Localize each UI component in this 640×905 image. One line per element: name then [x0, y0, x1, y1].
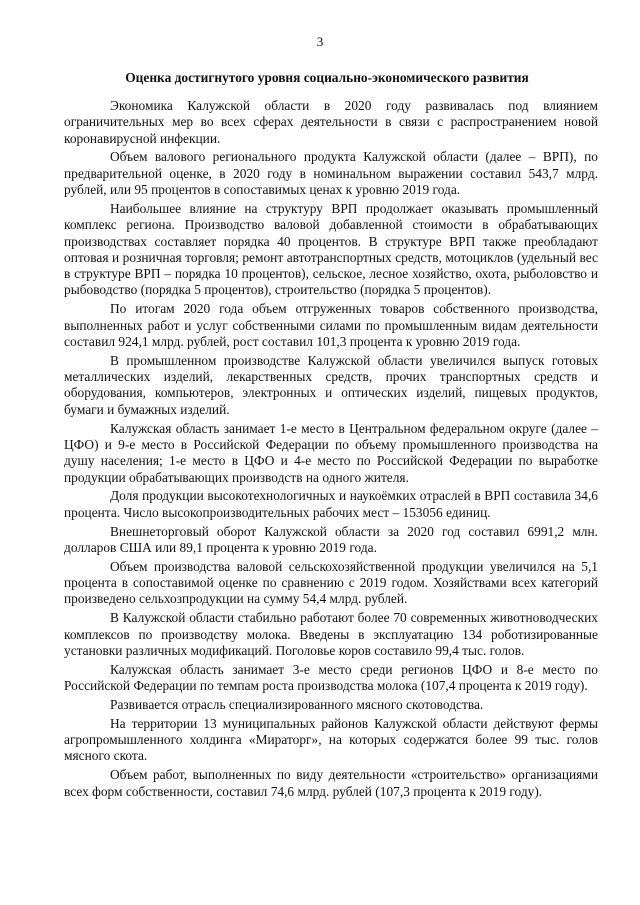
paragraph: В Калужской области стабильно работают более 70 современных животноводческих комплексов по производству молока. Введены в эксплуатацию 134 роботизированные установки различных модификаций. Поголовье коров составило 99,4 тыс. голов. — [64, 610, 598, 658]
paragraph: По итогам 2020 года объем отгруженных товаров собственного производства, выполненных работ и услуг собственными силами по промышленным видам деятельности составил 924,1 млрд. рублей, рост составил 101,3 процента к уровню 2019 года. — [64, 301, 598, 349]
page-number: 3 — [316, 34, 324, 49]
paragraph: Калужская область занимает 1-е место в Центральном федеральном округе (далее – ЦФО) и 9-е место в Российской Федерации по объему промышленного производства на душу населения; 1-е место в ЦФО и 4-е место по Российской Федерации по выработке продукции обрабатывающих производств на одного жителя. — [64, 420, 598, 485]
paragraph: Объем валового регионального продукта Калужской области (далее – ВРП), по предварительной оценке, в 2020 году в номинальном выражении составил 543,7 млрд. рублей, или 95 процентов в сопоставимых ценах к уровню 2019 года. — [64, 149, 598, 198]
paragraph: На территории 13 муниципальных районов Калужской области действуют фермы агропромышленного холдинга «Мираторг», на которых содержатся более 99 тыс. голов мясного скота. — [64, 715, 598, 764]
paragraph: Калужская область занимает 3-е место среди регионов ЦФО и 8-е место по Российской Федерации по темпам роста производства молока (107,4 процента к 2019 году). — [64, 661, 598, 694]
paragraph: Доля продукции высокотехнологичных и наукоёмких отраслей в ВРП составила 34,6 процента. Число высокопроизводительных рабочих мест – 153056 единиц. — [64, 488, 598, 520]
paragraph: Объем производства валовой сельскохозяйственной продукции увеличился на 5,1 процента в сопоставимой оценке по сравнению с 2019 годом. Хозяйствами всех категорий произведено сельхозпродукции на сумму 54,4 млрд. рублей. — [64, 558, 598, 607]
paragraph: В промышленном производстве Калужской области увеличился выпуск готовых металлических изделий, лекарственных средств, прочих транспортных средств и оборудования, компьютеров, электронных и оптических изделий, пищевых продуктов, бумаги и бумажных изделий. — [64, 352, 598, 417]
paragraph: Экономика Калужской области в 2020 году развивалась под влиянием ограничительных мер во всех сферах деятельности в связи с распространением новой коронавирусной инфекции. — [64, 98, 598, 146]
section-title: Оценка достигнутого уровня социально-экономического развития — [125, 70, 529, 85]
paragraph: Внешнеторговый оборот Калужской области за 2020 год составил 6991,2 млн. долларов США или 89,1 процента к уровню 2019 года. — [64, 523, 598, 555]
paragraph: Наибольшее влияние на структуру ВРП продолжает оказывать промышленный комплекс региона. Производство валовой добавленной стоимости в обрабатывающих производствах составляет порядка 40 процентов. В структуре ВРП также преобладают оптовая и розничная торговля; ремонт автотранспортных средств, мотоциклов (удельный вес в структуре ВРП – порядка 10 процентов), сельское, лесное хозяйство, охота, рыболовство и рыбоводство (порядка 5 процентов), строительство (порядка 5 процентов). — [64, 200, 598, 298]
body-text — [64, 98, 598, 802]
paragraph: Объем работ, выполненных по виду деятельности «строительство» организациями всех форм собственности, составил 74,6 млрд. рублей (107,3 процента к 2019 году). — [64, 767, 598, 799]
paragraph: Развивается отрасль специализированного мясного скотоводства. — [110, 696, 484, 712]
